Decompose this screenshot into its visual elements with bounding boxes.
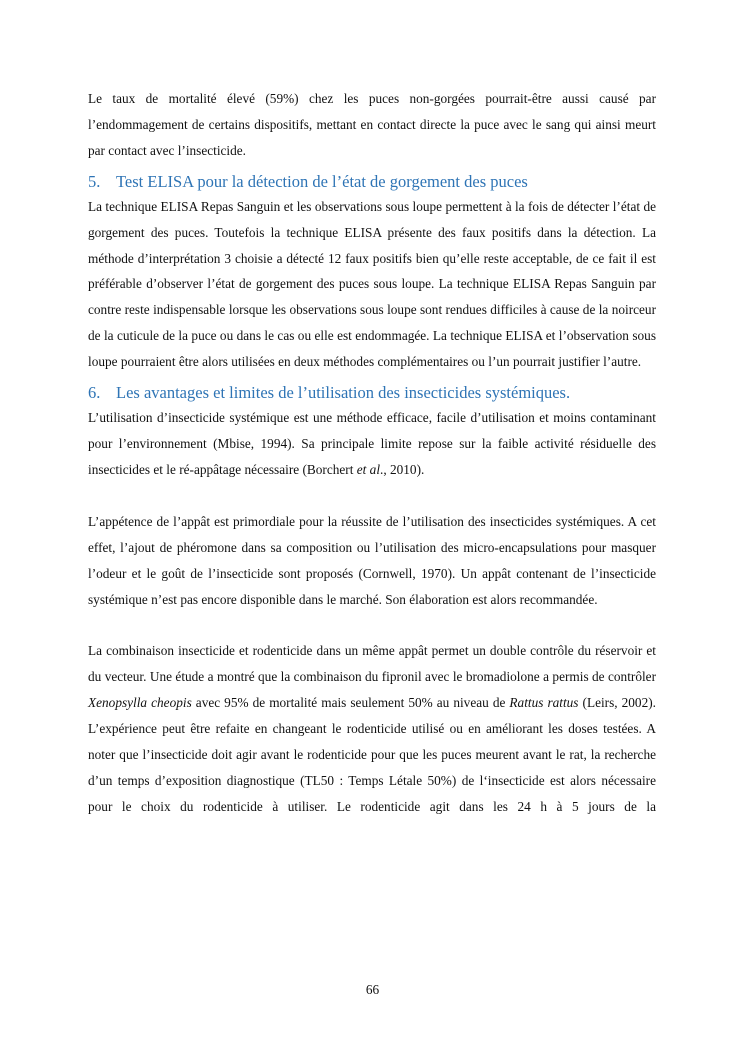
section-5-heading [88, 170, 656, 194]
species-name: Rattus rattus [509, 695, 579, 711]
section-5-number: 5. [88, 171, 101, 191]
italic-citation: et al [356, 461, 381, 477]
paragraph-text: L’utilisation d’insecticide systémique est une méthode efficace, facile d’utilisation et moins contaminant pour l’environnement (Mbise, 1994). Sa principale limite repose sur la faible activité résiduelle des insecticides et le ré-appâtage nécessaire (Borchert [88, 410, 656, 477]
species-name: Xenopsylla cheopis [88, 695, 192, 711]
paragraph-text: ., 2010). [380, 461, 425, 477]
page-number: 66 [365, 982, 380, 997]
section-6-paragraph-2: L’appétence de l’appât est primordiale pour la réussite de l’utilisation des insecticides systémiques. A cet effet, l’ajout de phéromone dans sa composition ou l’utilisation des micro-encapsulations pour masquer l’odeur et le goût de l’insecticide sont proposés (Cornwell, 1970). Un appât contenant de l’insecticide systémique n’est pas encore disponible dans le marché. Son élaboration est alors recommandée. [88, 513, 656, 607]
section-5-paragraph: La technique ELISA Repas Sanguin et les observations sous loupe permettent à la fois de détecter l’état de gorgement des puces. Toutefois la technique ELISA présente des faux positifs dans la détection. La méthode d’interprétation 3 choisie a détecté 12 faux positifs bien qu’elle reste acceptable, de ce fait il est préférable d’observer l’état de gorgement des puces sous loupe. La technique ELISA Repas Sanguin par contre reste indispensable lorsque les observations sous loupe sont rendues difficiles à cause de la noirceur de la cuticule de la puce ou dans le cas ou elle est endommagée. La technique ELISA et l’observation sous loupe pourraient être alors utilisées en deux méthodes complémentaires ou l’un pourrait justifier l’autre. [88, 198, 656, 370]
section-6-number: 6. [88, 383, 101, 403]
paragraph-text: La combinaison insecticide et rodenticide dans un même appât permet un double contrôle du réservoir et du vecteur. Une étude a montré que la combinaison du fipronil avec le bromadiolone a permis de contrôler [88, 643, 656, 685]
section-6-heading [88, 381, 656, 405]
intro-paragraph: Le taux de mortalité élevé (59%) chez les puces non-gorgées pourrait-être aussi causé par l’endommagement de certains dispositifs, mettant en contact directe la puce avec le sang qui ainsi meurt par contact avec l’insecticide. [88, 91, 656, 158]
page-content [88, 86, 656, 820]
section-6-paragraph-1 [88, 405, 656, 483]
paragraph-text: (Leirs, 2002). L’expérience peut être refaite en changeant le rodenticide utilisé ou en améliorant les doses testées. A noter que l’insecticide doit agir avant le rodenticide pour que les puces meurent avant le rat, la recherche d’un temps d’exposition diagnostique (TL50 : Temps Létale 50%) de l‘insecticide est alors nécessaire pour le choix du rodenticide à utiliser. Le rodenticide agit dans les 24 h à 5 jours de la [88, 695, 656, 814]
paragraph-text: avec 95% de mortalité mais seulement 50% au niveau de [191, 695, 510, 711]
section-6-paragraph-3 [88, 638, 656, 819]
section-6-title: Les avantages et limites de l’utilisation des insecticides systémiques. [116, 383, 571, 403]
section-5-title: Test ELISA pour la détection de l’état de gorgement des puces [116, 171, 528, 191]
